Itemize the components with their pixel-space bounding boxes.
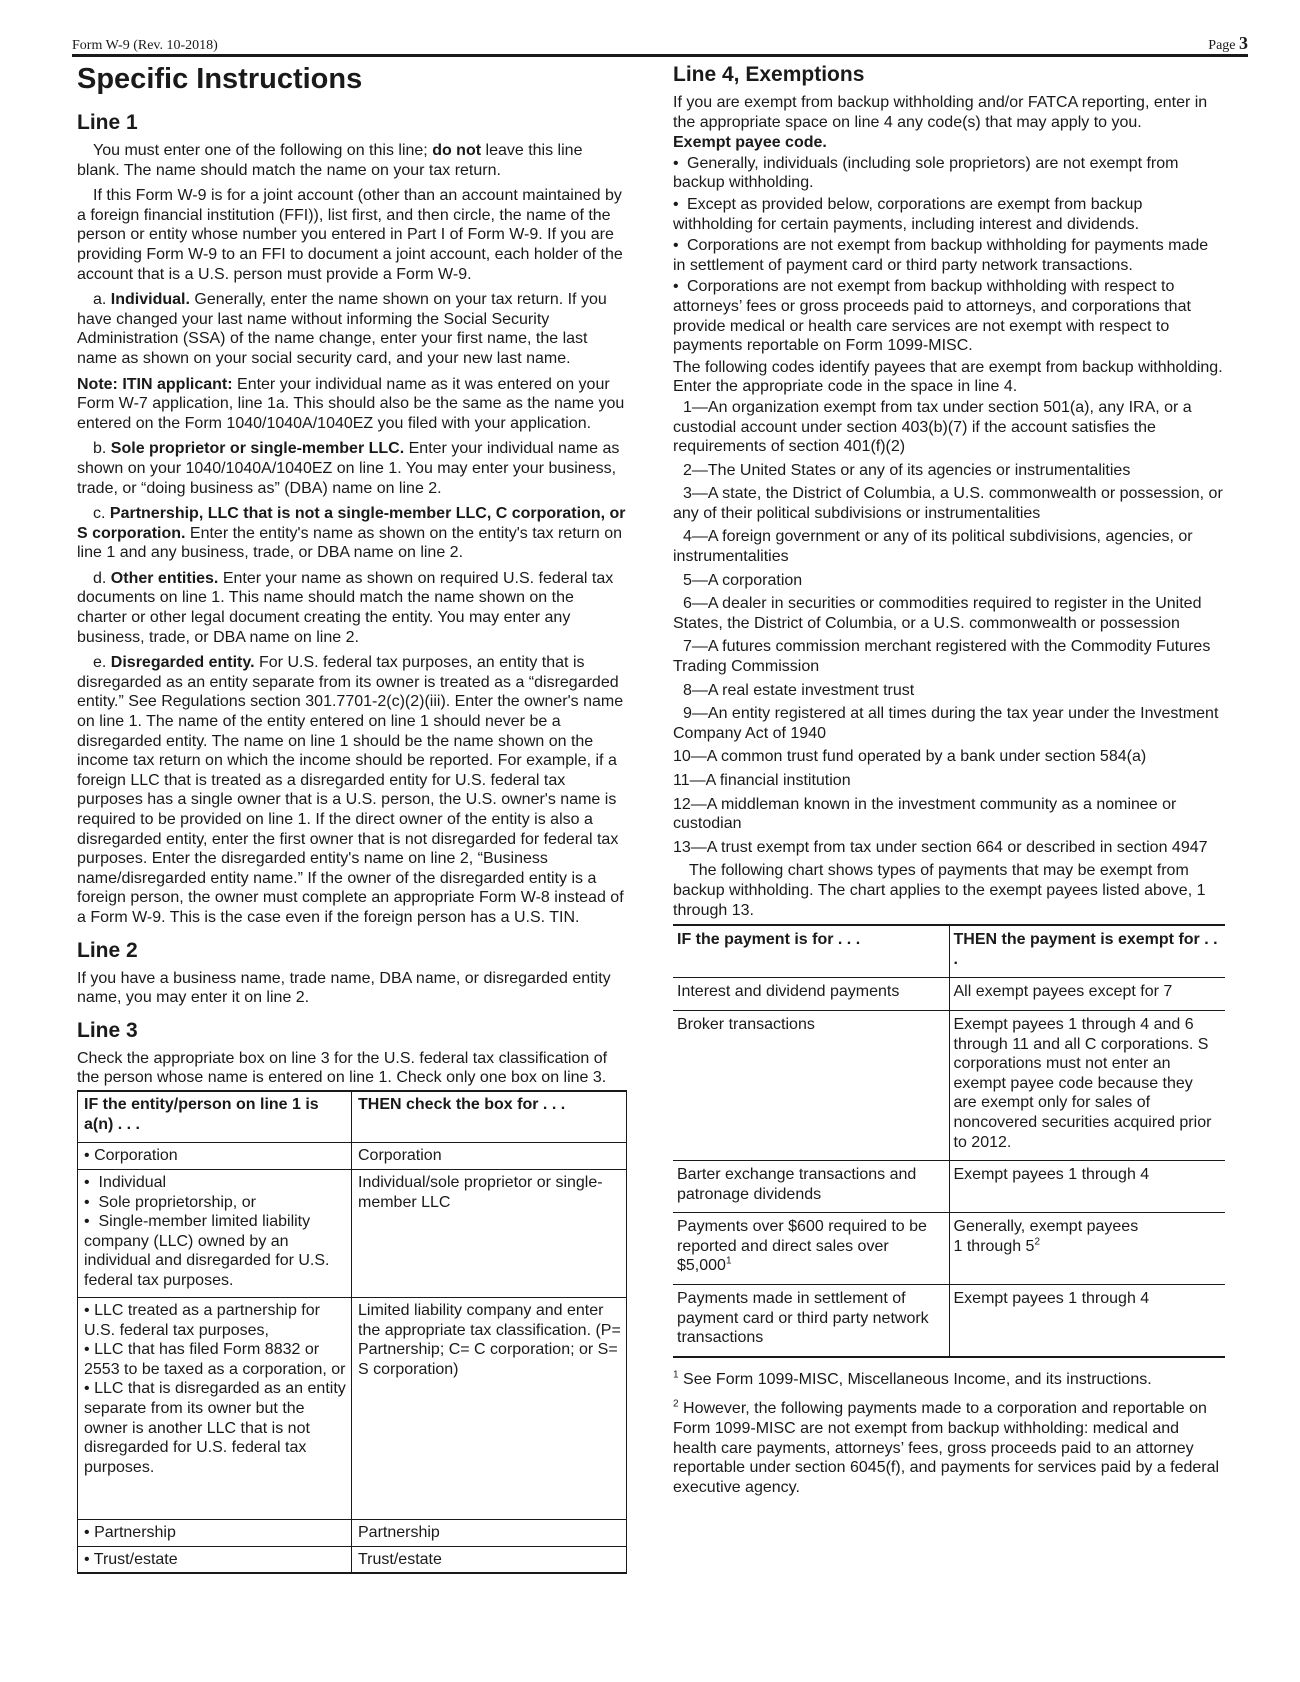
table-cell: Exempt payees 1 through 4: [949, 1161, 1225, 1213]
table-cell: Generally, exempt payees 1 through $5^2$: [949, 1213, 1225, 1285]
line1-intro: You must enter one of the following on this line; do not leave this line blank. The name should match the name on your tax return.: [77, 142, 583, 179]
line4-heading: Line 4, Exemptions: [673, 63, 865, 86]
table-header-cell: IF the entity/person on line 1 is a(n) . . .: [78, 1091, 352, 1143]
bullet-icon: •: [673, 278, 679, 296]
table-row: [78, 1546, 627, 1573]
table-header-row: [78, 1091, 627, 1143]
table-cell: Individual/sole proprietor or single-member LLC: [352, 1170, 627, 1298]
table-row: [673, 978, 1225, 1011]
page-number: Page 3: [1208, 33, 1248, 53]
chart-intro: The following chart shows types of payments that may be exempt from backup withholding. The chart applies to the exempt payees listed above, 1 through 13.: [673, 862, 1206, 919]
table-row: [78, 1520, 627, 1547]
bullet-icon: •: [84, 1524, 90, 1542]
table-row: [673, 1161, 1225, 1213]
table-cell: Payments over $600 required to be reported and direct sales over $5,000$^1$: [673, 1213, 949, 1285]
bullet-icon: •: [84, 1550, 90, 1568]
footnote-1: $^1$ See Form 1099-MISC, Miscellaneous Income, and its instructions.: [673, 1369, 1152, 1388]
table-cell: Partnership: [352, 1520, 627, 1547]
table-header-cell: IF the payment is for . . .: [673, 925, 949, 978]
list-item: • Corporations are not exempt from backup withholding for payments made in settlement of payment card or third party network transactions.: [673, 237, 1209, 274]
table-cell: Trust/estate: [352, 1546, 627, 1573]
line2-text: If you have a business name, trade name, DBA name, or disregarded entity name, you may enter it on line 2.: [77, 969, 611, 1007]
exempt-code-item: 6—A dealer in securities or commodities required to register in the United States, the District of Columbia, or a U.S. commonwealth or possession: [673, 595, 1202, 632]
table-row: [673, 1213, 1225, 1285]
table-cell: • Individual • Sole proprietorship, or • Single-member limited liability company (LLC) owned by an individual and disregarded for U.S. federal tax purposes.: [78, 1170, 352, 1298]
codes-intro: The following codes identify payees that are exempt from backup withholding. Enter the appropriate code in the space in line 4.: [673, 358, 1223, 396]
line1-disregarded-entity: e. Disregarded entity. For U.S. federal tax purposes, an entity that is disregarded as an entity separate from its owner is treated as a “disregarded entity.” See Regulations section 301.7701-2(c)(2)(iii). Enter the owner's name on line 1. The name of the entity entered on line 1 should never be a disregarded entity. The name on line 1 should be the name shown on the income tax return on which the income should be reported. For example, if a foreign LLC that is treated as a disregarded entity for U.S. federal tax purposes has a single owner that is a U.S. person, the U.S. owner's name is required to be provided on line 1. If the direct owner of the entity is also a disregarded entity, enter the first owner that is not disregarded for federal tax purposes. Enter the disregarded entity's name on line 2, “Business name/disregarded entity name.” If the owner of the disregarded entity is a foreign person, the owner must complete an appropriate Form W-8 instead of a Form W-9. This is the case even if the foreign person has a U.S. TIN.: [77, 654, 624, 926]
table-cell: Exempt payees 1 through 4 and 6 through 11 and all C corporations. S corporations must not enter an exempt payee code because they are exempt only for sales of noncovered securities acquired prior to 2012.: [949, 1010, 1225, 1160]
footnote-2: $^2$ However, the following payments made to a corporation and reportable on Form 1099-MISC are not exempt from backup withholding: medical and health care payments, attorneys’ fees, gross proceeds paid to an attorney reportable under section 6045(f), and payments for services paid by a federal executive agency.: [673, 1399, 1220, 1496]
footnote-ref: 2: [1034, 1236, 1041, 1248]
exempt-code-item: 9—An entity registered at all times during the tax year under the Investment Company Act of 1940: [673, 705, 1219, 742]
table-row: [673, 1285, 1225, 1357]
exempt-code-item: 11—A financial institution: [673, 772, 851, 789]
bullet-icon: •: [673, 195, 679, 213]
bullet-icon: •: [84, 1213, 90, 1231]
exempt-code-item: 10—A common trust fund operated by a bank under section 584(a): [673, 748, 1147, 766]
line1-individual: a. Individual. Generally, enter the name shown on your tax return. If you have changed your last name without informing the Social Security Administration (SSA) of the name change, enter your first name, the last name as shown on your social security card, and your new last name.: [77, 291, 607, 367]
table-row: [78, 1170, 627, 1298]
list-item: • Corporations are not exempt from backup withholding with respect to attorneys’ fees or gross proceeds paid to attorneys, and corporations that provide medical or health care services are not exempt with respect to payments reportable on Form 1099-MISC.: [673, 278, 1191, 355]
line2-heading: Line 2: [77, 938, 138, 962]
exempt-code-item: 7—A futures commission merchant registered with the Commodity Futures Trading Commission: [673, 638, 1211, 676]
exempt-code-item: 12—A middleman known in the investment community as a nominee or custodian: [673, 795, 1177, 833]
table-row: [78, 1143, 627, 1170]
payment-exemption-table: [673, 924, 1225, 1358]
list-item: • Generally, individuals (including sole proprietors) are not exempt from backup withholding.: [673, 154, 1179, 192]
table-cell: • Partnership: [78, 1520, 352, 1547]
exempt-code-item: 1—An organization exempt from tax under section 501(a), any IRA, or a custodial account under section 403(b)(7) if the account satisfies the requirements of section 401(f)(2): [673, 398, 1192, 456]
line1-heading: Line 1: [77, 111, 138, 134]
right-column: [673, 62, 1225, 1497]
footnote-ref: 1: [725, 1256, 732, 1268]
list-item: • Except as provided below, corporations are exempt from backup withholding for certain payments, including interest and dividends.: [673, 195, 1143, 233]
line4-intro: If you are exempt from backup withholding and/or FATCA reporting, enter in the appropriate space on line 4 any code(s) that may apply to you.: [673, 94, 1208, 131]
table-cell: Exempt payees 1 through 4: [953, 1290, 1150, 1308]
table-header-row: [673, 925, 1225, 978]
left-column: [77, 62, 627, 1574]
exempt-code-item: 8—A real estate investment trust: [683, 681, 915, 699]
exempt-code-item: 2—The United States or any of its agencies or instrumentalities: [683, 461, 1131, 479]
bullet-icon: •: [84, 1302, 90, 1320]
table-cell: Interest and dividend payments: [673, 978, 949, 1011]
table-cell: Corporation: [352, 1143, 627, 1170]
bullet-icon: •: [84, 1193, 90, 1211]
bullet-icon: •: [673, 154, 679, 172]
exempt-code-item: 4—A foreign government or any of its political subdivisions, agencies, or instrumentalities: [673, 528, 1193, 566]
table-cell: Limited liability company and enter the appropriate tax classification. (P= Partnership; C= C corporation; or S= S corporation): [352, 1298, 627, 1520]
table-header-cell: THEN the payment is exempt for . . .: [949, 925, 1225, 978]
table-row: [673, 1010, 1225, 1160]
itin-note: Note: ITIN applicant: Enter your individual name as it was entered on your Form W-7 application, line 1a. This should also be the same as the name you entered on the Form 1040/1040A/1040EZ you filed with your application.: [77, 375, 625, 432]
bullet-icon: •: [84, 1341, 90, 1359]
bullet-icon: •: [84, 1380, 90, 1398]
table-cell: Broker transactions: [673, 1010, 949, 1160]
form-id: Form W-9 (Rev. 10-2018): [72, 38, 218, 53]
bullet-icon: •: [84, 1174, 90, 1192]
exempt-code-item: 13—A trust exempt from tax under section 664 or described in section 4947: [673, 838, 1208, 856]
line1-other-entities: d. Other entities. Enter your name as shown on required U.S. federal tax documents on line 1. This name should match the name shown on the charter or other legal document creating the entity. You may enter any business, trade, or DBA name on line 2.: [77, 569, 614, 646]
exempt-code-item: 3—A state, the District of Columbia, a U.S. commonwealth or possession, or any of their political subdivisions or instrumentalities: [673, 485, 1223, 522]
line1-sole-proprietor: b. Sole proprietor or single-member LLC. Enter your individual name as shown on your 1040/1040A/1040EZ on line 1. You may enter your business, trade, or “doing business as” (DBA) name on line 2.: [77, 440, 620, 497]
table-cell: • Corporation: [78, 1143, 352, 1170]
exempt-code-item: 5—A corporation: [683, 571, 803, 589]
line3-text: Check the appropriate box on line 3 for the U.S. federal tax classification of the person whose name is entered on line 1. Check only one box on line 3.: [77, 1049, 608, 1087]
page-title: Specific Instructions: [77, 63, 363, 95]
table-cell: Barter exchange transactions and patronage dividends: [673, 1161, 949, 1213]
entity-classification-table: [77, 1090, 627, 1574]
table-cell: All exempt payees except for 7: [949, 978, 1225, 1011]
table-header-cell: THEN check the box for . . .: [352, 1091, 627, 1143]
table-row: [78, 1298, 627, 1520]
line1-joint-account: If this Form W-9 is for a joint account (other than an account maintained by a foreign financial institution (FFI)), list first, and then circle, the name of the person or entity whose number you entered in Part I of Form W-9. If you are providing Form W-9 to an FFI to document a joint account, each holder of the account that is a U.S. person must provide a Form W-9.: [77, 187, 623, 283]
table-cell: • LLC treated as a partnership for U.S. federal tax purposes, • LLC that has filed Form 8832 or 2553 to be taxed as a corporation, or • LLC that is disregarded as an entity separate from its owner but the owner is another LLC that is not disregarded for U.S. federal tax purposes.: [78, 1298, 352, 1520]
bullet-icon: •: [673, 237, 679, 255]
line1-partnership: c. Partnership, LLC that is not a single-member LLC, C corporation, or S corporation. Enter the entity's name as shown on the entity's tax return on line 1 and any business, trade, or DBA name on line 2.: [77, 505, 626, 562]
table-cell: Payments made in settlement of payment card or third party network transactions: [673, 1285, 949, 1357]
exempt-payee-heading: Exempt payee code.: [673, 134, 827, 152]
bullet-icon: •: [84, 1147, 90, 1165]
page-header: [72, 33, 1248, 57]
table-cell: • Trust/estate: [78, 1546, 352, 1573]
line3-heading: Line 3: [77, 1018, 138, 1042]
